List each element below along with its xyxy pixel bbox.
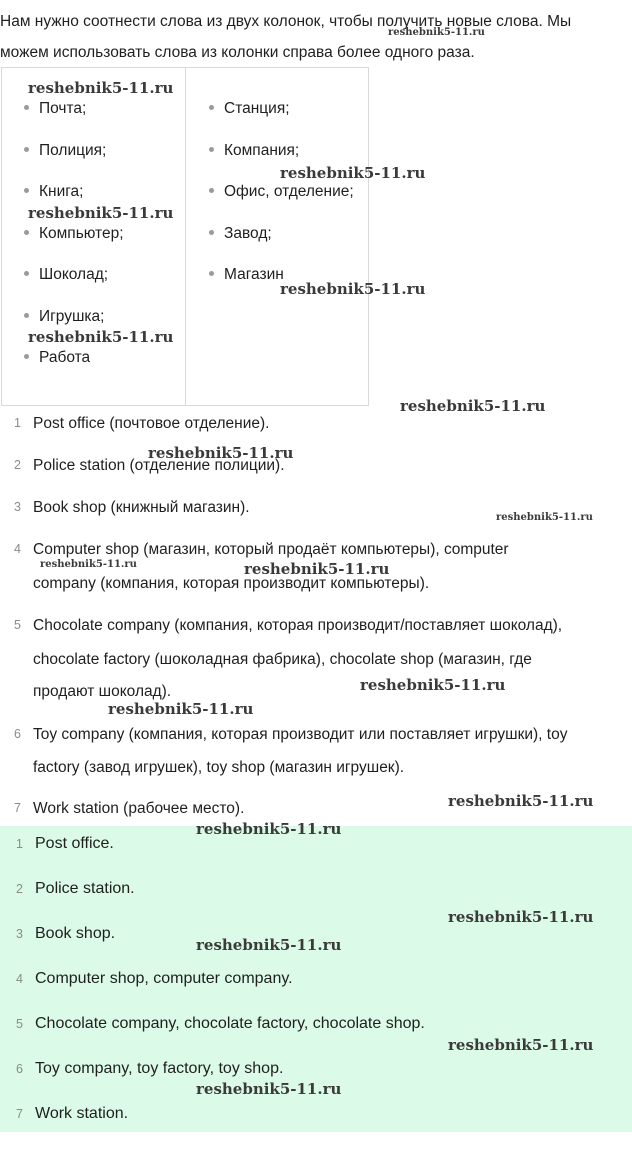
answer-number: 3 [16, 927, 23, 941]
watermark: reshebnik5-11.ru [496, 512, 593, 523]
list-number: 5 [14, 618, 21, 632]
list-item-line: продают шоколад). [33, 683, 172, 700]
watermark: reshebnik5-11.ru [196, 936, 342, 954]
watermark: reshebnik5-11.ru [448, 792, 594, 810]
left-column-item: Полиция; [24, 141, 106, 161]
list-item-line: Chocolate company (компания, которая производит/поставляет шоколад), [33, 617, 563, 634]
answer-number: 2 [16, 882, 23, 896]
watermark: reshebnik5-11.ru [28, 79, 174, 97]
watermark: reshebnik5-11.ru [360, 676, 506, 694]
watermark: reshebnik5-11.ru [280, 164, 426, 182]
right-column-item: Завод; [209, 224, 272, 244]
watermark: reshebnik5-11.ru [280, 280, 426, 298]
bullet-icon [24, 271, 29, 276]
answer-number: 1 [16, 837, 23, 851]
bullet-icon [209, 271, 214, 276]
answer-text: Book shop. [35, 925, 116, 942]
intro-paragraph [0, 6, 630, 68]
bullet-icon [24, 147, 29, 152]
bullet-icon [24, 188, 29, 193]
left-column-item: Почта; [24, 99, 86, 119]
right-column-item: Компания; [209, 141, 299, 161]
watermark: reshebnik5-11.ru [28, 204, 174, 222]
bullet-icon [24, 354, 29, 359]
answer-number: 6 [16, 1062, 23, 1076]
list-item-line: Work station (рабочее место). [33, 800, 245, 817]
answer-text: Post office. [35, 835, 114, 852]
left-column-item: Книга; [24, 182, 84, 202]
bullet-icon [24, 105, 29, 110]
list-item-line: company (компания, которая производит компьютеры). [33, 575, 430, 592]
bullet-icon [209, 105, 214, 110]
answer-text: Toy company, toy factory, toy shop. [35, 1060, 284, 1077]
intro-line-1: Нам нужно соотнести слова из двух колонок, чтобы получить новые слова. Мы [0, 13, 572, 30]
list-number: 2 [14, 458, 21, 472]
list-item-line: Police station (отделение полиции). [33, 457, 285, 474]
watermark: reshebnik5-11.ru [196, 1080, 342, 1098]
list-item-line: Book shop (книжный магазин). [33, 499, 250, 516]
right-column-item: Магазин [209, 265, 284, 285]
list-number: 7 [14, 801, 21, 815]
watermark: reshebnik5-11.ru [448, 908, 594, 926]
watermark: reshebnik5-11.ru [108, 700, 254, 718]
bullet-icon [24, 230, 29, 235]
list-number: 4 [14, 542, 21, 556]
list-number: 1 [14, 416, 21, 430]
left-column-item: Компьютер; [24, 224, 124, 244]
answer-text: Police station. [35, 880, 135, 897]
list-item-line: Computer shop (магазин, который продаёт компьютеры), computer [33, 541, 509, 558]
left-column-item: Шоколад; [24, 265, 108, 285]
column-divider [185, 68, 186, 405]
intro-line-2: можем использовать слова из колонки справа более одного раза. [0, 44, 475, 61]
list-item-line: Post office (почтовое отделение). [33, 415, 270, 432]
bullet-icon [209, 147, 214, 152]
watermark: reshebnik5-11.ru [244, 560, 390, 578]
right-column-item: Офис, отделение; [209, 182, 354, 202]
answer-text: Work station. [35, 1105, 129, 1122]
answer-number: 4 [16, 972, 23, 986]
watermark: reshebnik5-11.ru [448, 1036, 594, 1054]
bullet-icon [209, 188, 214, 193]
watermark: reshebnik5-11.ru [400, 397, 546, 415]
answer-number: 7 [16, 1107, 23, 1121]
left-column-item: Игрушка; [24, 307, 104, 327]
watermark: reshebnik5-11.ru [196, 820, 342, 838]
left-column-item: Работа [24, 348, 90, 368]
answer-text: Computer shop, computer company. [35, 970, 293, 987]
list-item-line: Toy company (компания, которая производит или поставляет игрушки), toy [33, 726, 568, 743]
bullet-icon [24, 313, 29, 318]
watermark: reshebnik5-11.ru [388, 27, 485, 38]
right-column-item: Станция; [209, 99, 290, 119]
bullet-icon [209, 230, 214, 235]
word-columns-table [1, 67, 369, 406]
list-item-line: factory (завод игрушек), toy shop (магазин игрушек). [33, 759, 405, 776]
watermark: reshebnik5-11.ru [148, 444, 294, 462]
answer-text: Chocolate company, chocolate factory, chocolate shop. [35, 1015, 425, 1032]
watermark: reshebnik5-11.ru [40, 559, 137, 570]
watermark: reshebnik5-11.ru [28, 328, 174, 346]
list-number: 6 [14, 727, 21, 741]
list-item-line: chocolate factory (шоколадная фабрика), chocolate shop (магазин, где [33, 651, 532, 668]
list-number: 3 [14, 500, 21, 514]
answer-number: 5 [16, 1017, 23, 1031]
